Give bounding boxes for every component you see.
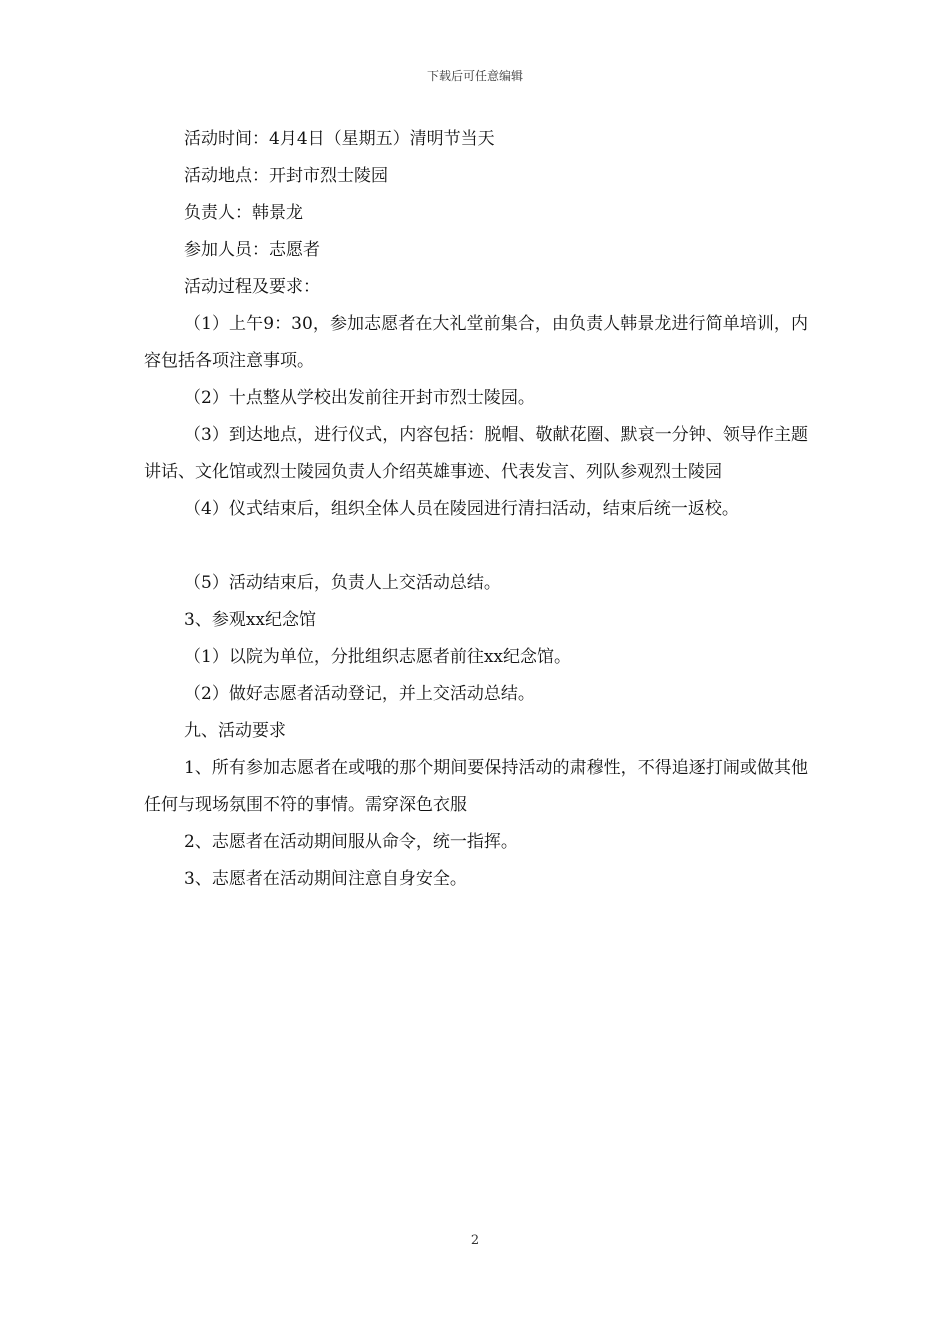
person-in-charge-line: 负责人：韩景龙: [184, 203, 303, 223]
process-step-4: （4）仪式结束后，组织全体人员在陵园进行清扫活动，结束后统一返校。: [184, 499, 739, 519]
requirement-1: 1、所有参加志愿者在或哦的那个期间要保持活动的肃穆性，不得追逐打闹或做其他任何与现场氛围不符的事情。需穿深色衣服: [144, 758, 808, 815]
document-body: [144, 121, 808, 898]
memorial-visit-step-1: （1）以院为单位，分批组织志愿者前往xx纪念馆。: [184, 647, 571, 667]
requirement-3: 3、志愿者在活动期间注意自身安全。: [184, 869, 467, 889]
process-step-1: （1）上午9：30，参加志愿者在大礼堂前集合，由负责人韩景龙进行简单培训，内容包括各项注意事项。: [144, 314, 808, 371]
memorial-visit-heading: 3、参观xx纪念馆: [184, 610, 316, 630]
process-step-5: （5）活动结束后，负责人上交活动总结。: [184, 573, 501, 593]
page-header: 下载后可任意编辑: [426, 69, 523, 83]
activity-time-line: 活动时间：4月4日（星期五）清明节当天: [184, 129, 495, 149]
memorial-visit-step-2: （2）做好志愿者活动登记，并上交活动总结。: [184, 684, 535, 704]
participants-line: 参加人员：志愿者: [184, 240, 320, 260]
process-heading: 活动过程及要求：: [184, 277, 320, 297]
requirements-heading: 九、活动要求: [184, 721, 286, 741]
activity-location-line: 活动地点：开封市烈士陵园: [184, 166, 388, 186]
process-step-3: （3）到达地点，进行仪式，内容包括：脱帽、敬献花圈、默哀一分钟、领导作主题讲话、文化馆或烈士陵园负责人介绍英雄事迹、代表发言、列队参观烈士陵园: [144, 425, 808, 482]
page-number: 2: [470, 1233, 480, 1248]
process-step-2: （2）十点整从学校出发前往开封市烈士陵园。: [184, 388, 535, 408]
requirement-2: 2、志愿者在活动期间服从命令，统一指挥。: [184, 832, 518, 852]
